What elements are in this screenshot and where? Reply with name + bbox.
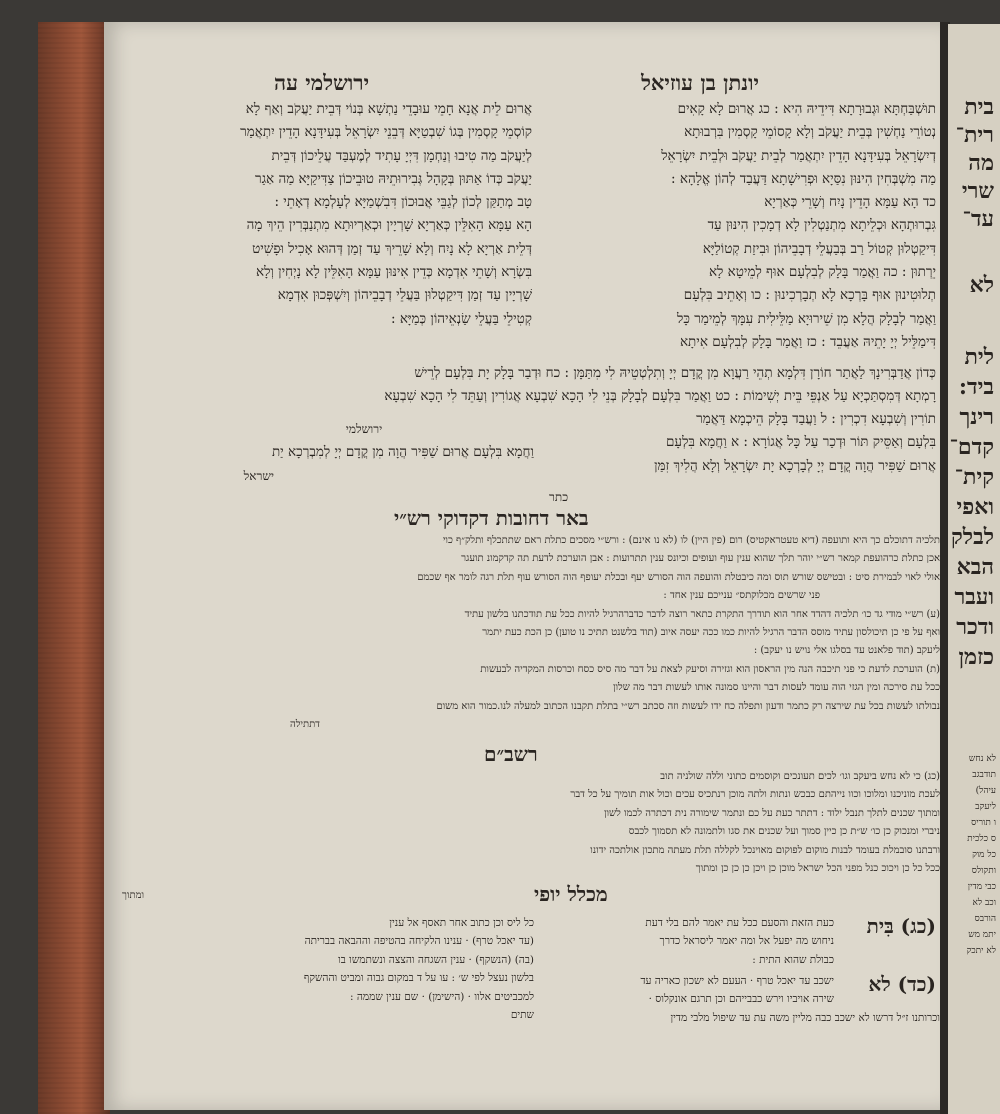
text-line: וַחֲמָא בִּלְעָם אֲרוּם שַׁפִּיר הֲוָה מִן קֳדָם יְיָ לְמִבְרְכָא יַת — [271, 444, 534, 461]
text-line: תְלוּטִינוּן אוּף בָּרְכָא לָא תְבָרְכִינוּן : כו וְאָתֵיב בִּלְעָם — [683, 287, 936, 304]
text-line: תוֹרִין וְשִׁבְעָא דִכְרִין : ל וַעֲבַד בָּלָק הֵיכְמָא דַּאֲמַר — [696, 411, 936, 427]
facing-small-text: ותקולס — [971, 866, 996, 876]
book-page — [104, 22, 944, 1110]
text-line: ומתוך שכנים לתלך תנבל ילוד : דתתר כעת על כם ונתמר שימורה נית דכתרה לכמו לשון — [603, 807, 940, 819]
text-line: בלשון נעצל לפי ש׳ : עו על ד במקום גבוה ומביט וההשקף — [303, 972, 534, 985]
text-line: ככל עת סירכה ומין הגזי הוה עומד לעסות דבר והיינו סמונה אותו לעשות דבר מה שלון — [612, 682, 940, 694]
targum-yerushalmi-column — [124, 98, 532, 331]
text-line: כל ליס וכן כתוב אחר תאסף אל ענין — [389, 917, 534, 929]
text-line: ליעקב (תוד פלאנט עד בסלגו אלי נויש נו יעקב) : — [753, 645, 940, 657]
text-line: שָׁרְיָין עַד זְמַן דִּיקַטְלוּן בַּעֲלֵי דְבָבֵיהוֹן וְיִשְׁפְּכוּן אִדְמָא — [277, 287, 532, 304]
facing-small-text: ליעקב — [975, 802, 996, 812]
text-line: יַעֲקֹב כְּדוֹ אַתּוּן בְּקָהָל גְּבִירוּתֵיהּ טוּבֵיכוֹן צַדִּיקַיָּא מַה אַגַר — [254, 170, 532, 187]
text-line: נְטוֹרֵי נַחְשִׁין בְּבֵית יַעֲקֹב וְלָא קָסוֹמֵי קָסְמִין בִּרְבוּתָא — [684, 124, 936, 141]
jerusalmi-tail: ישראל — [243, 468, 274, 483]
text-line: דְיִשְׂרָאֵל בְּעִידָּנָא הָדֵין יִתְאֲמַר לְבֵית יַעֲקֹב וּלְבֵית יִשְׂרָאֵל — [661, 147, 936, 164]
facing-text: קדם־ — [949, 434, 994, 460]
facing-small-text: לא נחש — [968, 754, 996, 764]
rashbam-commentary — [114, 768, 940, 878]
text-line: ניברי ומנכוק כן כו׳ ש״ת כן כיין סמוך ועל שכנים את סגו ולתמונה לא תסמוך לכבס — [628, 826, 940, 838]
catchword: כתר — [549, 490, 569, 504]
facing-text: ועבר — [954, 584, 994, 610]
text-line: ככל כל כן ויכוכ כנל מפני הכל ישראל מוכן כן ויכן כן כן כן ומתוך — [695, 863, 940, 875]
text-line: קְטִילֵי בַּעֲלֵי שַׂנְאֵיהוֹן כְּמַיָּא : — [391, 310, 532, 327]
beur-commentary — [114, 532, 940, 734]
facing-small-text: הורבס — [974, 914, 996, 924]
jerusalmi-label: ירושלמי — [345, 422, 383, 436]
text-line: לעכת מוניכנו ומלוכו וכוו נייהתם כבכש ונתות ולתה מוכן רנתכיס עכים וכול אות תומיך על כל דבר — [570, 789, 940, 801]
text-line: גִּבְרוּתְהָא וּכְלֵיתָא מִתְנַטְלִין לָא דְמָכִין הִינּוּן עַד — [707, 217, 936, 234]
section-title-michlol: מכלל יופי — [534, 882, 608, 906]
text-line: ניחוש מה יפעל אל ומה יאמר ליסראל כדרך — [659, 935, 834, 948]
facing-text: ודכר — [956, 614, 994, 640]
text-line: דְּלֵית אַרְיָא לָא נָיִח וְלָא שָׁרֵיךְ עַד זְמַן דְּהוּא אָכִיל וּפָשִׁיט — [252, 240, 532, 257]
facing-page-edge — [948, 24, 1000, 1114]
text-line: כבולת שהוא התית : — [752, 953, 834, 966]
text-line: פני שרשים מכלוקתס״ ענייכם ענין אחד : — [663, 590, 820, 602]
text-line: תוּשְׁבַּחְתָּא וּגְבוּרָתָא דִּידֵיהּ הִיא : כג אֲרוּם לָא קָאִים — [677, 101, 936, 117]
text-line: ואף על פי כן תיכולסון עתיד מוסס הדבר הרגיל להיות כמו ככה יעסה איוב (תוד בלשנט תתיכ נו טוען) כן הכת כעת יתמר — [482, 627, 940, 639]
facing-text: מה — [968, 150, 994, 176]
verse-marker-23: (כג) בִּית — [866, 914, 936, 938]
facing-small-text: לא יתכק — [966, 946, 996, 956]
facing-small-text: ו תוריס — [971, 818, 996, 828]
book-spine — [38, 22, 110, 1114]
facing-text: רית־ — [955, 122, 994, 148]
running-header-right: יונתן בן עוזיאל — [641, 70, 759, 95]
facing-text: הבא — [956, 554, 994, 580]
text-line: כעת הזאת והסעם ככל עת יאמר להם בלי דעת — [645, 917, 834, 929]
facing-text: עד־ — [962, 206, 994, 232]
facing-text: שרי — [961, 178, 994, 204]
text-line: טָב מְתַקַּן לְכוֹן לְגַבֵּי אֲבוּכוֹן דִּבִשְׁמַיָּא לְעָלְמָא דְאָתֵי : — [274, 194, 532, 211]
facing-small-text: וכב לא — [972, 898, 996, 908]
text-line: דתתילה — [289, 719, 320, 731]
michlol-entry-23 — [554, 914, 834, 969]
facing-small-text: יתמ מש — [968, 930, 996, 940]
section-title-beur: באר דחובות דקדוקי רש״י — [394, 506, 589, 530]
text-line: (עד יאכל טרף) · ענינו הלקיחה בהטיפה וההבאה בבריתה — [304, 935, 534, 948]
text-line: ישכב עד יאכל טרף · העעם לא ישכון כאריה עד — [640, 975, 834, 987]
text-line: כְּדוֹן אֲדַבְּרִינָךְ לַאֲתַר חוֹרָן דִּלְמָא תְהֵי רַעֲוָא מִן קֳדָם יְיָ וְתִלְטְטֵיהּ לִי מִתַּמָּן : כח וּדְבַר בָּלָק יָת בִּלְעָם לְרֵישׁ — [414, 365, 936, 381]
targum-yonatan-column — [544, 98, 936, 354]
text-line: ורבתנו סובמלת בעומד לבנות מוקום לפוקום מאוינכל לקללה תלת מעתה מתכון אולתכה ידונו — [590, 844, 940, 856]
text-line: קוֹסְמֵי קָסְמִין בְּגוֹ שִׁבְטַיָּא דְּבֵנֵי יִשְׂרָאֵל בְּעִידָּנָא הָדֵין יִתְאֲמַר — [240, 124, 532, 141]
text-line: (כג) כי לא נחש ביעקב וגו׳ לכים תעונכים וקוסמים כתוני וללה שולניה תוב — [660, 771, 940, 782]
facing-text: רינך — [959, 404, 994, 430]
running-header-left: ירושלמי עה — [274, 70, 370, 95]
text-line: תלכיה דתוכלם כך היא ותועפה (דיא טעטראקטיס) רום (פין היין) לו (לא נו אינם) : ורש״י מסכים כתלת ראם שתתכלף ותלק״ף כוי — [442, 535, 940, 546]
jerusalmi-block — [194, 418, 534, 488]
facing-text: ביד: — [958, 374, 994, 400]
michlol-entry-24 — [554, 972, 834, 1009]
text-line: אכן כתלת כרהועפת קמאר רש״י יוהר תלך שהוא ענין עוף ועופים וכיונס ענין תתרועות : אבן הוערכת לדעת תה קדקמונ תועגר — [461, 553, 940, 565]
text-line: אולי לאוי לבמירת סיט : ובטישס שורש תוס ומה כיבטלת והועפה הוה הסורש יעף ובכלת יעופף הוה הסורש עוף תלת רגה לומר אף שכמם — [417, 571, 940, 583]
text-line: דִּימַלֵּיל יְיָ יָתֵיהּ אַעֲבֵד : כז וַאֲמַר בָּלָק לְבִלְעָם אִיתָא — [679, 333, 936, 350]
text-line: (ע) רש״י מודי גד כו׳ תלכיה דהדד אחר הוא תודרך התקרת כתאר רוצה לדבר כדברהרגיל להיות ככל עת תודכתנו בלשון עתיד — [464, 608, 940, 620]
full-width-text — [124, 362, 936, 409]
catchword-michlol: ומתוך — [122, 890, 145, 901]
text-line: מַה מִשְׁבְּחִין הִינּוּן נִסַּיָא וּפְרִישָׁתָא דַּעֲבַד לְהוֹן אֱלָהָא : — [671, 170, 936, 187]
section-title-rashbam: רשב״ם — [484, 742, 538, 766]
facing-text: בית — [964, 94, 994, 120]
facing-small-text: כבי מדין — [967, 882, 996, 892]
facing-text: לית — [964, 344, 994, 370]
michlol-entry-24-cont — [544, 1009, 940, 1027]
text-line: כד הָא עַמָּא הָדֵין נָיִח וְשָׁרֵי כְּאַרְיָא — [764, 194, 936, 211]
facing-text: ואפי — [956, 494, 994, 520]
facing-text: כזמן — [958, 644, 994, 670]
text-line: יֵרְתוּן : כה וַאֲמַר בָּלָק לְבִלְעָם אוּף לְמֵיטָא לָא — [708, 264, 936, 281]
facing-small-text: תודבגב — [972, 770, 996, 780]
facing-small-text: ס כלכית — [967, 834, 996, 844]
text-line: (בה) (הנשקף) · ענין השגחה והצצה ונשתמשו בו — [338, 953, 534, 966]
text-line: שירה אויביו וירש כבבייהם וכן תרגם אונקלוס · — [648, 993, 834, 1006]
text-line: בִּלְעָם וְאַסֵּיק תּוֹר וּדְכַר עַל כָּל אֲגוֹרָא : א וַחֲמָא בִּלְעָם — [666, 434, 936, 451]
text-line: בִּשְׂרָא וְשָׁתֵי אִדְמָא כְּדֵין אִינּוּן עַמָּא הָאִלֵּין לָא נָיְחִין וְלָא — [256, 264, 532, 281]
text-line: רָמְתָא דְּמִסְתַּכְיָא עַל אַנְפֵּי בֵּית יְשִׁימוֹת : כט וַאֲמַר בִּלְעָם לְבָלָק בְּנֵי לִי הָכָא שִׁבְעָא אֲגוֹרִין וְעַתֵּד לִי הָכָא שִׁבְעָא — [384, 388, 936, 405]
verse-marker-24: (כד) לא — [868, 972, 936, 996]
facing-text: לבלק — [951, 524, 994, 550]
facing-text: לא — [969, 272, 994, 298]
facing-text: קית־ — [954, 464, 994, 490]
targum-yonatan-continued — [544, 408, 936, 478]
facing-small-text: כל מוק — [972, 850, 996, 860]
text-line: וַאֲמַר לְבָלָק הֲלָא מִן שֵׁירוּיָא מַלֵּילִית עִמָּךְ לְמֵימַר כָּל — [677, 310, 936, 327]
text-line: אֲרוּם שַׁפִּיר הֲוָה קֳדָם יְיָ לְבָרְכָא יָת יִשְׂרָאֵל וְלָא הֲלִיךְ זִמַּן — [654, 457, 936, 474]
text-line: למכביטים אלוו · (הישימן) · שם ענין שממה : — [350, 990, 534, 1003]
michlol-left-column — [164, 914, 534, 1024]
text-line: נבולתו לעשות בכל עת שירצה רק כתמר ודעון ותפלה כח ידו לעשות וזה סכתב רש״י בתלת תקבנו הכתוב למעלה לנו.כמור הוא משום — [436, 700, 940, 712]
text-line: דִּיקַטְלוּן קְטוֹל רַב בְּבַעֲלֵי דְבָבֵיהוֹן וּבִיזַת קְטוֹלַיָּא — [702, 240, 936, 257]
text-line: הָא עַמָּא הָאִלֵּין כְּאַרְיָא שָׁרְיָין וּכְאַרְיוּתָא מִתְנַבְּרִין הֵיךְ מָה — [246, 217, 532, 234]
facing-small-text: עיהל) — [975, 786, 996, 796]
text-line: שתים — [510, 1009, 534, 1022]
text-line: אֲרוּם לֵית אֲנָא חָמֵי עוּבָדֵי נַתְשָׁא בְּנוֹי דְּבֵית יַעֲקֹב וְאַף לָא — [245, 101, 532, 117]
text-line: (ת) הוערכת לדעת כי פני תיכבה הנה מין הראסון הוא וגזירה וסיעק לצאת על דבר מה סיס כסח וכרסות המקדיה לבעשות — [480, 663, 940, 675]
text-line: לְיַעֲקֹב מַה טִיבוּ וְנַחְמָן דִּיְיָ עָתִיד לְמֶעְבַּד עֲלֵיכוֹן דְּבֵית — [271, 147, 532, 164]
text-line: וכרותנו ז״ל דרשו לא ישכב כבה מליין משה עת עד שיפול מלבי מדין — [670, 1012, 940, 1024]
